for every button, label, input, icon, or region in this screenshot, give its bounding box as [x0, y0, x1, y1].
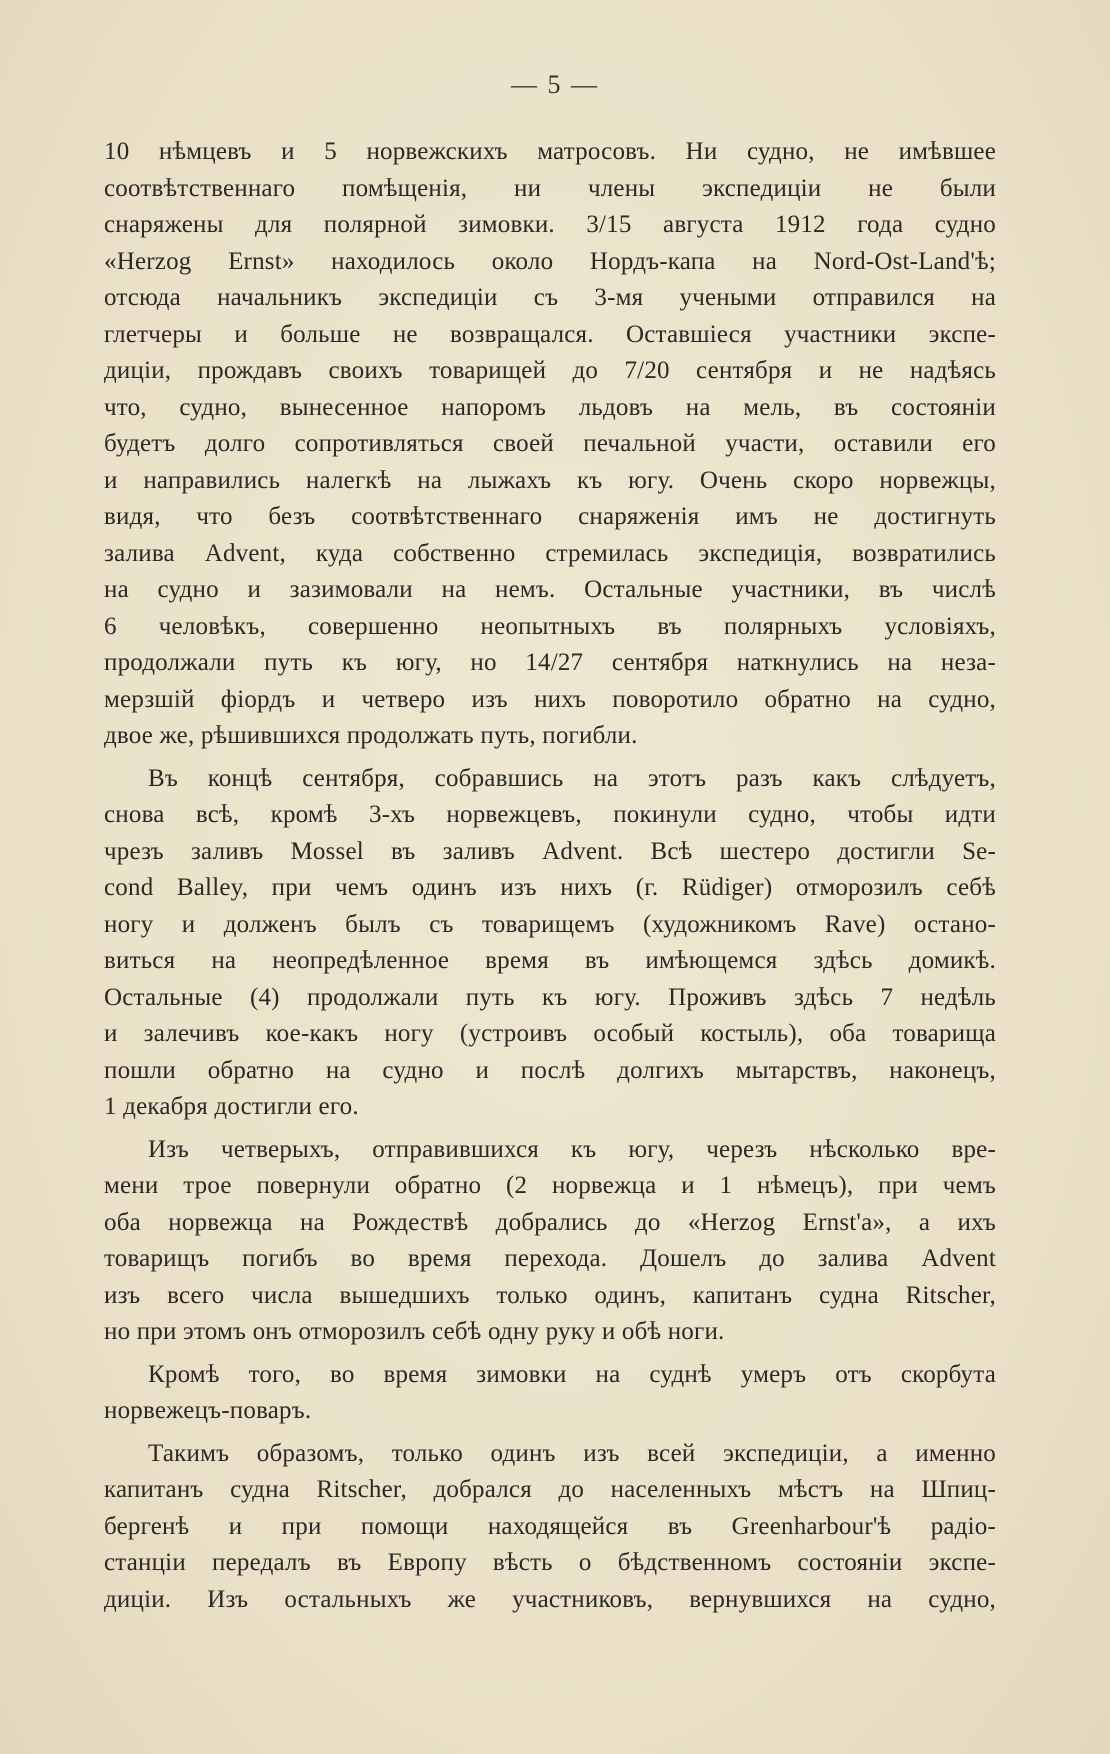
- text-line: двое же, рѣшившихся продолжать путь, погибли.: [104, 722, 638, 749]
- text-line: залива Advent, куда собственно стремилась экспедиція, возвратились: [104, 539, 996, 567]
- text-line: видя, что безъ соотвѣтственнаго снаряженія имъ не достигнуть: [104, 503, 996, 530]
- text-line: продолжали путь къ югу, но 14/27 сентября наткнулись на неза-: [104, 649, 996, 676]
- text-line: cond Balley, при чемъ одинъ изъ нихъ (г. Rüdiger) отморозилъ себѣ: [104, 874, 996, 901]
- text-line: Такимъ образомъ, только одинъ изъ всей экспедиціи, а именно: [148, 1439, 996, 1467]
- text-line: норвежецъ-поваръ.: [104, 1397, 312, 1424]
- paragraph-3: [104, 1132, 996, 1351]
- text-line: мени трое повернули обратно (2 норвежца и 1 нѣмецъ), при чемъ: [104, 1172, 996, 1199]
- text-line: глетчеры и больше не возвращался. Оставшіеся участники экспе-: [104, 320, 996, 348]
- text-line: 6 человѣкъ, совершенно неопытныхъ въ полярныхъ условіяхъ,: [104, 612, 996, 640]
- text-line: ногу и долженъ былъ съ товарищемъ (художникомъ Rave) остано-: [104, 910, 996, 938]
- text-line: капитанъ судна Ritscher, добрался до населенныхъ мѣстъ на Шпиц-: [104, 1476, 996, 1503]
- text-line: виться на неопредѣленное время въ имѣющемся здѣсь домикѣ.: [104, 947, 996, 974]
- text-line: соотвѣтственнаго помѣщенія, ни члены экспедиціи не были: [104, 174, 996, 202]
- text-line: и залечивъ кое-какъ ногу (устроивъ особый костыль), оба товарища: [104, 1020, 996, 1047]
- text-line: на судно и зазимовали на немъ. Остальные участники, въ числѣ: [104, 576, 996, 603]
- text-line: бергенѣ и при помощи находящейся въ Greenharbour'ѣ радіо-: [104, 1512, 996, 1540]
- text-line: что, судно, вынесенное напоромъ льдовъ на мель, въ состояніи: [104, 393, 996, 421]
- text-line: Остальные (4) продолжали путь къ югу. Проживъ здѣсь 7 недѣль: [104, 983, 996, 1011]
- text-line: «Herzog Ernst» находилось около Нордъ-капа на Nord-Ost-Land'ѣ;: [104, 247, 996, 275]
- text-line: мерзшій фіордъ и четверо изъ нихъ поворотило обратно на судно,: [104, 685, 996, 713]
- text-line: товарищъ погибъ во время перехода. Дошелъ до залива Advent: [104, 1245, 996, 1272]
- paragraph-5: [104, 1436, 996, 1619]
- text-line: отсюда начальникъ экспедиціи съ 3-мя учеными отправился на: [104, 284, 996, 311]
- body-text: [104, 134, 996, 1624]
- text-line: изъ всего числа вышедшихъ только одинъ, капитанъ судна Ritscher,: [104, 1281, 996, 1309]
- paragraph-2: [104, 761, 996, 1126]
- paragraph-1: [104, 134, 996, 755]
- text-line: снова всѣ, кромѣ 3-хъ норвежцевъ, покинули судно, чтобы идти: [104, 801, 996, 828]
- text-line: диціи, прождавъ своихъ товарищей до 7/20 сентября и не надѣясь: [104, 357, 996, 384]
- page-number: — 5 —: [511, 70, 599, 99]
- text-line: будетъ долго сопротивляться своей печальной участи, оставили его: [104, 430, 996, 457]
- paragraph-4: [104, 1357, 996, 1430]
- text-line: станціи передалъ въ Европу вѣсть о бѣдственномъ состояніи экспе-: [104, 1549, 996, 1576]
- text-line: но при этомъ онъ отморозилъ себѣ одну руку и обѣ ноги.: [104, 1318, 725, 1345]
- text-line: диціи. Изъ остальныхъ же участниковъ, вернувшихся на судно,: [104, 1585, 996, 1613]
- text-line: снаряжены для полярной зимовки. 3/15 августа 1912 года судно: [104, 211, 996, 238]
- text-line: Въ концѣ сентября, собравшись на этотъ разъ какъ слѣдуетъ,: [148, 764, 996, 792]
- text-line: пошли обратно на судно и послѣ долгихъ мытарствъ, наконецъ,: [104, 1056, 996, 1084]
- text-line: и направились налегкѣ на лыжахъ къ югу. Очень скоро норвежцы,: [104, 466, 996, 494]
- text-line: Изъ четверыхъ, отправившихся къ югу, черезъ нѣсколько вре-: [148, 1135, 996, 1163]
- text-line: 1 декабря достигли его.: [104, 1093, 359, 1120]
- text-line: оба норвежца на Рождествѣ добрались до «Herzog Ernst'a», а ихъ: [104, 1208, 996, 1236]
- text-line: чрезъ заливъ Mossel въ заливъ Advent. Всѣ шестеро достигли Se-: [104, 837, 996, 865]
- text-line: 10 нѣмцевъ и 5 норвежскихъ матросовъ. Ни судно, не имѣвшее: [104, 138, 996, 165]
- text-line: Кромѣ того, во время зимовки на суднѣ умеръ отъ скорбута: [148, 1360, 996, 1388]
